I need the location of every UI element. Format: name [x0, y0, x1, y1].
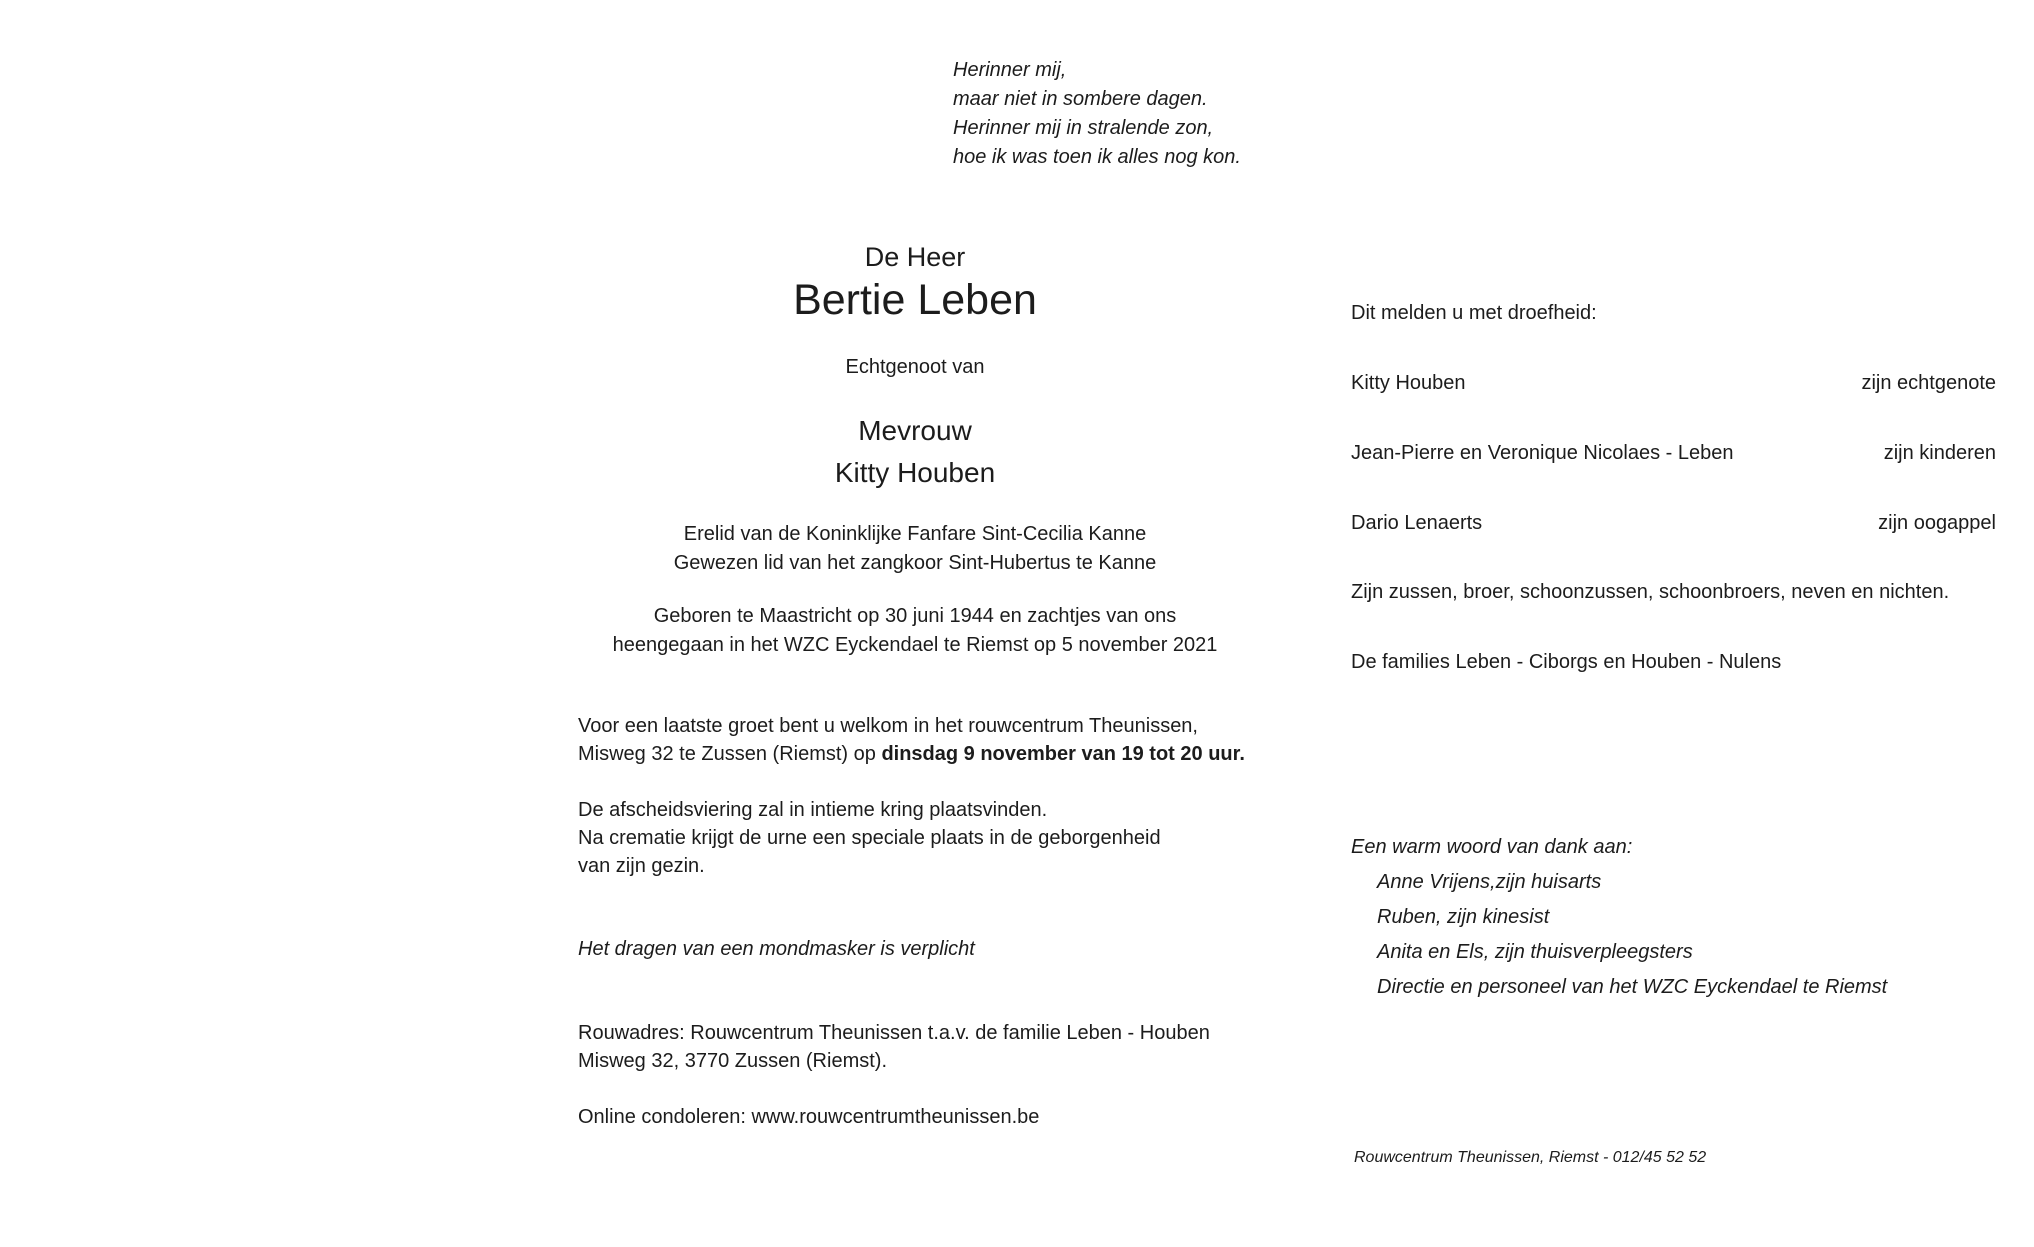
- family-relation: zijn oogappel: [1878, 512, 1996, 534]
- birth-death-line: heengegaan in het WZC Eyckendael te Riemst op 5 november 2021: [612, 634, 1218, 656]
- family-name: Kitty Houben: [1351, 372, 1466, 394]
- ceremony-line: De afscheidsviering zal in intieme kring plaatsvinden.: [578, 799, 1048, 821]
- visitation-datetime: dinsdag 9 november van 19 tot 20 uur.: [881, 743, 1245, 765]
- visitation: [578, 712, 1245, 768]
- thanks-item: Ruben, zijn kinesist: [1377, 906, 1550, 928]
- ceremony: [578, 796, 1161, 880]
- thanks-block: [1351, 830, 1887, 1005]
- membership-line: Gewezen lid van het zangkoor Sint-Hubertus te Kanne: [673, 552, 1157, 574]
- spouse-honorific: Mevrouw: [858, 415, 972, 446]
- family-row: [1351, 512, 1996, 535]
- birth-death-line: Geboren te Maastricht op 30 juni 1944 en zachtjes van ons: [653, 605, 1177, 627]
- family-row: [1351, 372, 1996, 395]
- poem-line: hoe ik was toen ik alles nog kon.: [953, 146, 1241, 168]
- deceased-name: Bertie Leben: [793, 276, 1037, 324]
- address-line: Misweg 32, 3770 Zussen (Riemst).: [578, 1050, 888, 1072]
- birth-death: [570, 602, 1260, 660]
- visitation-line: Voor een laatste groet bent u welkom in het rouwcentrum Theunissen,: [578, 715, 1198, 737]
- poem-line: Herinner mij in stralende zon,: [953, 117, 1214, 139]
- memberships: [570, 520, 1260, 578]
- online-condolences: Online condoleren: www.rouwcentrumtheunissen.be: [578, 1106, 1040, 1128]
- families-line: De families Leben - Ciborgs en Houben - Nulens: [1351, 651, 1782, 673]
- ceremony-line: van zijn gezin.: [578, 855, 705, 877]
- poem: [953, 56, 1241, 172]
- visitation-line: [578, 740, 1245, 768]
- spouse-block: [570, 410, 1260, 494]
- siblings-line: Zijn zussen, broer, schoonzussen, schoonbroers, neven en nichten.: [1351, 581, 1950, 603]
- poem-line: maar niet in sombere dagen.: [953, 88, 1208, 110]
- thanks-item: Anne Vrijens,zijn huisarts: [1377, 871, 1602, 893]
- family-relation: zijn echtgenote: [1861, 372, 1996, 394]
- honorific: De Heer: [864, 242, 966, 272]
- family-name: Jean-Pierre en Veronique Nicolaes - Leben: [1351, 442, 1734, 464]
- spouse-name: Kitty Houben: [834, 457, 996, 488]
- thanks-heading: Een warm woord van dank aan:: [1351, 836, 1633, 858]
- family-relation: zijn kinderen: [1883, 442, 1996, 464]
- address-line: Rouwadres: Rouwcentrum Theunissen t.a.v. de familie Leben - Houben: [578, 1022, 1210, 1044]
- mourning-address: [578, 1019, 1210, 1075]
- ceremony-line: Na crematie krijgt de urne een speciale plaats in de geborgenheid: [578, 827, 1161, 849]
- family-name: Dario Lenaerts: [1351, 512, 1483, 534]
- relation-label: Echtgenoot van: [845, 356, 985, 378]
- announcement-intro: Dit melden u met droefheid:: [1351, 302, 1597, 324]
- thanks-item: Directie en personeel van het WZC Eyckendael te Riemst: [1377, 976, 1888, 998]
- membership-line: Erelid van de Koninklijke Fanfare Sint-Cecilia Kanne: [683, 523, 1147, 545]
- footer-contact: Rouwcentrum Theunissen, Riemst - 012/45 52 52: [1354, 1149, 1707, 1166]
- visitation-location: Misweg 32 te Zussen (Riemst) op: [578, 743, 882, 765]
- mask-notice: Het dragen van een mondmasker is verplicht: [578, 938, 975, 960]
- thanks-item: Anita en Els, zijn thuisverpleegsters: [1377, 941, 1693, 963]
- poem-line: Herinner mij,: [953, 59, 1067, 81]
- family-row: [1351, 442, 1996, 465]
